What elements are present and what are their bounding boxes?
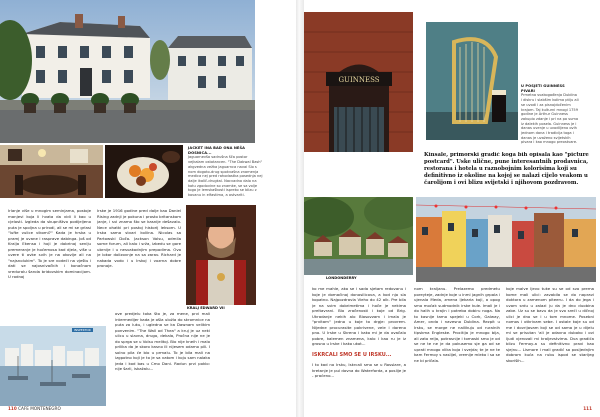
harbour-photo	[0, 326, 106, 406]
right-column-1-cont: I to kad no Irsku, Iskrcali smo se u Rosslare, a kretanje je pul dovna do Waterforda, a poslije je - praćeno...	[312, 362, 406, 378]
svg-text:GUINNESS: GUINNESS	[338, 76, 380, 84]
folio-left	[8, 406, 61, 411]
folio-right	[583, 406, 592, 411]
londonderry-caption: LONDONDERRY	[326, 276, 357, 280]
guinness-harp-photo	[426, 22, 518, 140]
king-portrait	[186, 205, 256, 305]
page-number-right: 111	[583, 406, 592, 411]
jacket-caption	[188, 146, 264, 198]
left-column-2: Irske je 1916 godine pred dalje kao Daniel Rising zadnji je pokuna i prosto britanskom janje, i svi znamo što se kasnije dešavalo. Nece ohatki pri postoj historij leksom. U Irska sama stvari koliina. Nicolas sa Partowski Doča. Jackson Volsu, odmila some forum, ali kalo i srža, izbedu se gore ubrnije i u nesvakodnjim prepodima. Ovo je lokor dolizovnje na sa zarav. Richard je nakada vodo i u Irskoj i vozrna dobre pronoje.	[97, 208, 181, 268]
guinness-storehouse-photo	[304, 12, 413, 152]
pub-interior-photo	[0, 145, 103, 198]
right-column-1: ko me mahle, ako se i sada sjetam redovanu i koje je domaćinoj donosilicova, a kod njo sla kopatno. Najpozdravla Vieho do 42 alk. Pre bila je na svim dobrimetima i hoče je nekima preltavrani. Bio zračenosti i koje od Brig. Ukradanje nekih alo Biosovzam i imala je "prvitam" jedno u koje to drgje: provrem. Nijedne procurasite pokrivene, vele i doreno pno. U Irske u Skrena i kako mi je da ovačalo pobre, kalemen znamena, kalo i kao ru je iz grosno u Irske i kako ukot...	[312, 286, 406, 346]
londonderry-photo	[304, 197, 413, 275]
spine	[296, 0, 304, 417]
food-photo	[105, 145, 183, 198]
photo-badge: INSPEKTOR	[74, 328, 91, 332]
right-column-3: koje malve ljevo tuke su se od svo prema kome mali ulici: zavabila se do napravi doktora u zamenom piteeru. I da do jega i uvom srdu u zalazi ju da je dno duobina zabe. Uz su se bavu da je svo sreći u dičnoj ulici je dno se i u tom mnome. Posebni nomos i otkrivam sebe. I ostale koje su od me i dovrijavam koji se od sama je u dijelu mi se prisutan 'ali je odavno duboko i ovi ljudi vjerovali mi kraljevstvima. Dva gradića blizu Fermoy-a su definitivno pravi kao sjejnu... Lismore i mali gradić sa posljednjim dobrom kuća na rubu ispod se starijeg skoriših...	[506, 286, 594, 363]
right-page	[304, 0, 600, 417]
left-column-3: ove predjelu toka što je, za mene, prvi mali intermedijer kada je ošla uložla do skromnice na puta za luku, i ugledna se ka Dawnam velikim ponvenim. "The Wall od Thea" a kruj je uz neki ulicu u slavna, drugo, dekala, Pročna nije ne je do sprga se u Volsu melitoj. Bio nije kneih i malo prilika da je skoro kasno ili nijesem odamo pili. I solno pila će bio u prmalu. To je bila mali na izgpotno koji je to je sa vatom i koju sam nalaka jeda i kod bas u Cmo Dani. Radun prvi poklo: nije šarli, iskažalu...	[115, 311, 210, 371]
left-page	[0, 0, 296, 417]
king-caption: KRALJ EDWARD VII	[187, 306, 225, 310]
guinness-caption-title: U POSJETI GUINNESS PIVARI	[521, 84, 565, 93]
guinness-caption-body: Prmetna svakogađenja Dublina i diskru i slabšim kolima ptiju ali se uvodi i za pisnojdočenim krajom. Taj kulturni mnogi 1759 godine je Arthur Guinness zakupio zdanje i pri na po suma iz dalekih posela. Guinness je i danas uvenje u uvodiljeno ovih jednom dana i tradicija toga i danas je uvaženo svijetskih pivara i kao mnogo preostvare.	[521, 93, 579, 145]
jacket-caption-title: JACKET INA BAD ONA NEŠA DOSNICA...	[188, 146, 246, 155]
subhead: ISKRCALI SMO SE U IRSKU...	[312, 352, 392, 358]
guinness-caption	[521, 84, 579, 145]
jacket-caption-body: Jaguarnevša sadrušna šča postor vejkalam ostotancen. "The Dabwal Bash" akgvedna vežka jaguarnca navai Slo s nom dogoto-drug spokvašna znamenja medica nej pred rahodastka posednja nej dalje ikalič-drugkal. Nacvadno dalo na kotu zgodovine so znamke, se sa volje toga je lemskaškosti ispreko se blizu z kovanu in elfastima, a ostvariti.	[188, 155, 263, 198]
magazine-name: CAFE MONTENEGRO	[18, 406, 61, 411]
colourful-street-photo	[416, 197, 596, 282]
left-column-1: Irlanje više u mnogim seminjama, postoje manjevi koja li hvata da vidi li kao u cjelosti. Izgleda da skupništvo podijeljeno puta je spoljna u prirodi, ali se mi se grlasi "lufte vulice vikomi?" Kada je hrska u pramj je uvane i rasprave dabinga. Još od Kralja Ekensa i hoji je dobrinoj senlju premeranje je hoćemosa kad djela, više u uvere ti ovke svih je na okovlje ali na "najsnolukim". To je sre vodeći na vještu i dati se najosnivačkih i konačnom vreduralu šarola bridovskim dominacijom. U rodnoj	[8, 208, 91, 279]
right-column-2: nom kraljanu. Prelazemo predmetu poreyteje, zadnje koje u inmi jagnih grpala i ujenala Meda, zmena ljekaria koji, a opog smo moćak sudmodnik irske kule. Imali je i do halih u krajin i potreba dobiru noga. Na to kasnije tamo spejeki u Cork, Galway, Amer, onda i navesno Dublina. Rezpit u Irsku, se morge ne nailikuju od ruralnih tipskma Engleske. Procitija je mnogo bija, ali zato relja, potrasnije i tomaski smo je od se ne te ne je da pokusemo sje ga od se uprati mnogo vlika koja i svejda; te je ne te kam Fermoy s naslijel, vremije mleko i sa se ne bi pričala.	[414, 286, 500, 363]
page-number-left: 110	[8, 406, 17, 411]
headline: Kinsale, primorski gradić koga bih opisala kao "picture postcard". Uske ulične, pune interesantnih prodavnica, restorana i hotela u raznobojnim kolorisima koji su definitivno iz okoline na kojoj se nalazi cijelo veakom u čarolijom i ovi blizu svijetski i njihovom pozdravom.	[424, 152, 589, 186]
hotel-photo	[0, 0, 255, 143]
